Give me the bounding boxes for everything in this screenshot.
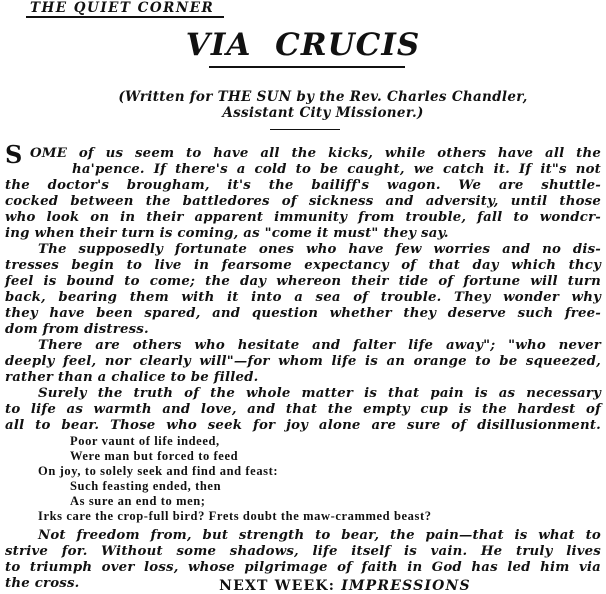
title-underline bbox=[209, 66, 405, 68]
text-line: tresses begin to live in fearsome expectancy of that day which thcy bbox=[5, 258, 601, 273]
byline-line-2: Assistant City Missioner.) bbox=[222, 105, 424, 121]
text-line: feel is bound to come; the day whereon their tide of fortune will turn bbox=[5, 274, 601, 289]
byline-divider bbox=[270, 129, 340, 130]
text-line: who look on in their apparent immunity from trouble, fall to wondcr- bbox=[5, 210, 601, 225]
text-line: The supposedly fortunate ones who have few worries and no dis- bbox=[38, 242, 601, 257]
verse-line: Were man but forced to feed bbox=[70, 449, 239, 463]
article-title: VIA CRUCIS bbox=[185, 27, 421, 63]
text-line: the doctor's brougham, it's the bailiff's wagon. We are shuttle- bbox=[5, 178, 601, 193]
section-heading: THE QUIET CORNER bbox=[30, 0, 215, 16]
text-line: deeply feel, nor clearly will"—for whom life is an orange to be squeezed, bbox=[5, 354, 601, 369]
text-line: back, bearing them with it into a sea of trouble. They wonder why bbox=[5, 290, 601, 305]
verse-line: As sure an end to men; bbox=[70, 494, 206, 508]
verse-line: Poor vaunt of life indeed, bbox=[70, 434, 220, 448]
text-line: all to bear. Those who seek for joy alone are sure of disillusionment. bbox=[5, 418, 601, 433]
text-line: dom from distress. bbox=[5, 322, 149, 337]
verse-line: On joy, to solely seek and find and feast: bbox=[38, 464, 279, 478]
text-line: strive for. Without some shadows, life itself is vain. He truly lives bbox=[5, 544, 601, 559]
text-line: ha'pence. If there's a cold to be caught, we catch it. If it"s not bbox=[72, 162, 601, 177]
text-line: ing when their turn is coming, as "come it must" they say. bbox=[5, 226, 449, 241]
text-line: they have been spared, and question whether they deserve such free- bbox=[5, 306, 601, 321]
text-line: Not freedom from, but strength to bear, the pain—that is what to bbox=[38, 528, 601, 543]
text-line: to triumph over loss, whose pilgrimage of faith in God has led him via bbox=[5, 560, 601, 575]
drop-cap: S bbox=[5, 140, 23, 169]
text-line: OME of us seem to have all the kicks, while others have all the bbox=[30, 146, 601, 161]
text-line: rather than a chalice to be filled. bbox=[5, 370, 259, 385]
byline-line-1: (Written for THE SUN by the Rev. Charles Chandler, bbox=[118, 89, 528, 105]
text-line: the cross. bbox=[5, 576, 80, 591]
verse-line: Such feasting ended, then bbox=[70, 479, 222, 493]
section-underline bbox=[26, 16, 224, 18]
next-week-title: IMPRESSIONS bbox=[341, 578, 471, 594]
text-line: cocked between the battledores of sickness and adversity, until those bbox=[5, 194, 601, 209]
verse-line: Irks care the crop-full bird? Frets doubt the maw-crammed beast? bbox=[38, 509, 432, 523]
text-line: Surely the truth of the whole matter is that pain is as necessary bbox=[38, 386, 601, 401]
text-line: to life as warmth and love, and that the empty cup is the hardest of bbox=[5, 402, 601, 417]
next-week-label: NEXT WEEK: bbox=[219, 578, 336, 594]
text-line: There are others who hesitate and falter life away"; "who never bbox=[38, 338, 601, 353]
